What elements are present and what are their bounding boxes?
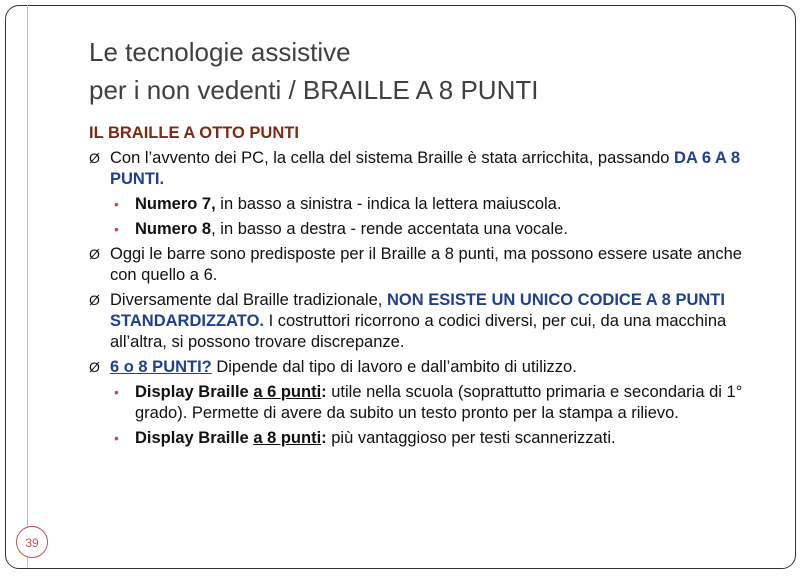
section-heading: IL BRAILLE A OTTO PUNTI [89,124,299,142]
dot-bullet-icon: • [114,384,119,400]
bullet-2 [89,244,769,286]
dot-bullet-icon: • [114,430,119,446]
page-number: 39 [16,526,48,558]
bullet-4-text: Dipende dal tipo di lavoro e dall’ambito di utilizzo. [211,358,577,376]
sub-bullet-1-text: in basso a sinistra - indica la lettera maiuscola. [215,195,562,213]
bullet-4-emphasis: 6 o 8 PUNTI? [110,358,212,376]
title-line-1: Le tecnologie assistive [89,37,351,67]
title-line-2: per i non vedenti / BRAILLE A 8 PUNTI [89,75,539,105]
bullet-1 [89,148,769,190]
sub-bullet-3-bold: Display Braille [135,383,254,401]
bullet-4 [89,357,769,378]
slide-side-rule [27,5,28,567]
sub-bullet-4-text: più vantaggioso per testi scannerizzati. [326,429,616,447]
sub-bullet-4-underlined: a 8 punti [253,429,322,447]
sub-bullet-3-underlined: a 6 punti [253,383,322,401]
sub-bullet-2-text: , in basso a destra - rende accentata una vocale. [211,220,568,238]
sub-bullet-2 [89,219,769,240]
sub-bullet-4-bold: Display Braille [135,429,254,447]
bullet-3-text-2: I costruttori ricorrono a codici diversi, per cui, da una macchina all’altra, si possono trovare discrepanze. [110,312,727,351]
arrow-bullet-icon: Ø [89,292,100,308]
sub-bullet-3 [89,382,769,424]
sub-bullet-1 [89,194,769,215]
sub-bullet-2-bold: Numero 8 [135,220,212,238]
dot-bullet-icon: • [114,196,119,212]
sub-bullet-4 [89,428,769,449]
slide-content [89,123,769,453]
sub-bullet-4-colon: : [321,429,327,447]
sub-bullet-3-text: utile nella scuola (soprattutto primaria e secondaria di 1° grado). Permette di avere da subito un testo pronto per la stampa a rilievo. [135,383,743,422]
sub-bullet-1-bold: Numero 7, [135,195,216,213]
bullet-3 [89,290,769,353]
bullet-3-text: Diversamente dal Braille tradizionale, [110,291,387,309]
bullet-1-text: Con l’avvento dei PC, la cella del sistema Braille è stata arricchita, passando [110,149,675,167]
dot-bullet-icon: • [114,221,119,237]
arrow-bullet-icon: Ø [89,359,100,375]
sub-bullet-3-colon: : [321,383,327,401]
arrow-bullet-icon: Ø [89,246,100,262]
slide-title [89,33,779,109]
bullet-1-emphasis: DA 6 A 8 PUNTI. [110,149,741,188]
bullet-2-text: Oggi le barre sono predisposte per il Braille a 8 punti, ma possono essere usate anche con quello a 6. [110,245,742,284]
arrow-bullet-icon: Ø [89,150,100,166]
bullet-3-emphasis: NON ESISTE UN UNICO CODICE A 8 PUNTI STANDARDIZZATO. [110,291,725,330]
